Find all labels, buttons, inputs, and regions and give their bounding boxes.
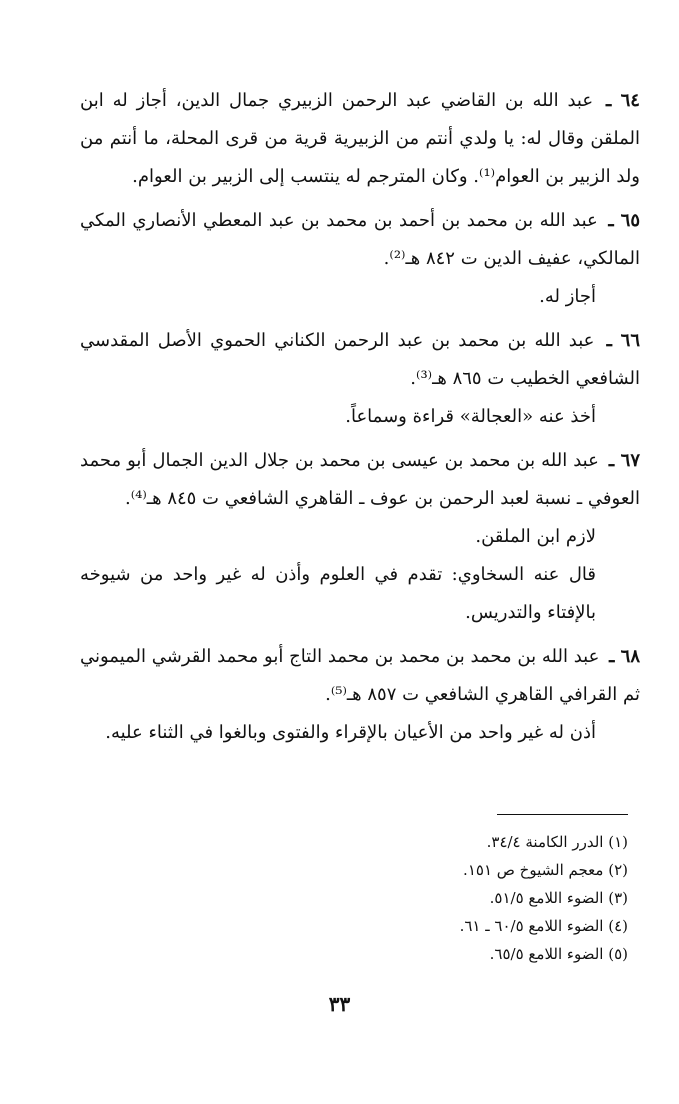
footnote-separator	[497, 814, 628, 815]
entry-text: عبد الله بن محمد بن عبد الرحمن الكناني الحموي الأصل المقدسي الشافعي الخطيب ت ٨٦٥ هـ⁽³⁾.	[80, 330, 640, 389]
entry-note: لازم ابن الملقن.	[475, 526, 596, 547]
entry-64	[80, 82, 640, 196]
page-number: ٣٣	[328, 992, 351, 1016]
entry-text: عبد الله بن محمد بن عيسى بن محمد بن جلال الدين الجمال أبو محمد العوفي ـ نسبة لعبد الرحمن بن عوف ـ القاهري الشافعي ت ٨٤٥ هـ⁽⁴⁾.	[80, 450, 640, 509]
entry-68	[80, 638, 640, 752]
biography-entries	[80, 82, 640, 758]
entry-number: ٦٨ ـ	[609, 646, 640, 667]
entry-number: ٦٧ ـ	[608, 450, 640, 471]
entry-note: أخذ عنه «العجالة» قراءة وسماعاً.	[345, 406, 596, 427]
entry-note: قال عنه السخاوي: تقدم في العلوم وأذن له غير واحد من شيوخه بالإفتاء والتدريس.	[80, 564, 596, 623]
footnotes	[80, 828, 628, 968]
entry-number: ٦٥ ـ	[608, 210, 640, 231]
entry-note: أجاز له.	[539, 286, 596, 307]
entry-text: عبد الله بن محمد بن أحمد بن محمد بن عبد المعطي الأنصاري المكي المالكي، عفيف الدين ت ٨٤٢ هـ⁽²⁾.	[80, 210, 640, 269]
entry-text: عبد الله بن القاضي عبد الرحمن الزبيري جمال الدين، أجاز له ابن الملقن وقال له: يا ولدي أنتم من الزبيرية قرية من قرى المحلة، ما أنتم من ولد الزبير بن العوام⁽¹⁾. وكان المترجم له ينتسب إلى الزبير بن العوام.	[80, 90, 640, 187]
footnote-4: (٤) الضوء اللامع ٦٠/٥ ـ ٦١.	[459, 917, 628, 935]
footnote-1: (١) الدرر الكامنة ٣٤/٤.	[486, 833, 628, 851]
footnote-3: (٣) الضوء اللامع ٥١/٥.	[489, 889, 628, 907]
entry-text: عبد الله بن محمد بن محمد بن محمد التاج أبو محمد القرشي الميموني ثم القرافي القاهري الشافعي ت ٨٥٧ هـ⁽⁵⁾.	[80, 646, 640, 705]
footnote-5: (٥) الضوء اللامع ٦٥/٥.	[489, 945, 628, 963]
entry-number: ٦٤ ـ	[605, 90, 640, 111]
entry-note: أذن له غير واحد من الأعيان بالإقراء والفتوى وبالغوا في الثناء عليه.	[105, 722, 596, 743]
entry-67	[80, 442, 640, 632]
entry-65	[80, 202, 640, 316]
entry-number: ٦٦ ـ	[606, 330, 640, 351]
entry-66	[80, 322, 640, 436]
footnote-2: (٢) معجم الشيوخ ص ١٥١.	[463, 861, 628, 879]
